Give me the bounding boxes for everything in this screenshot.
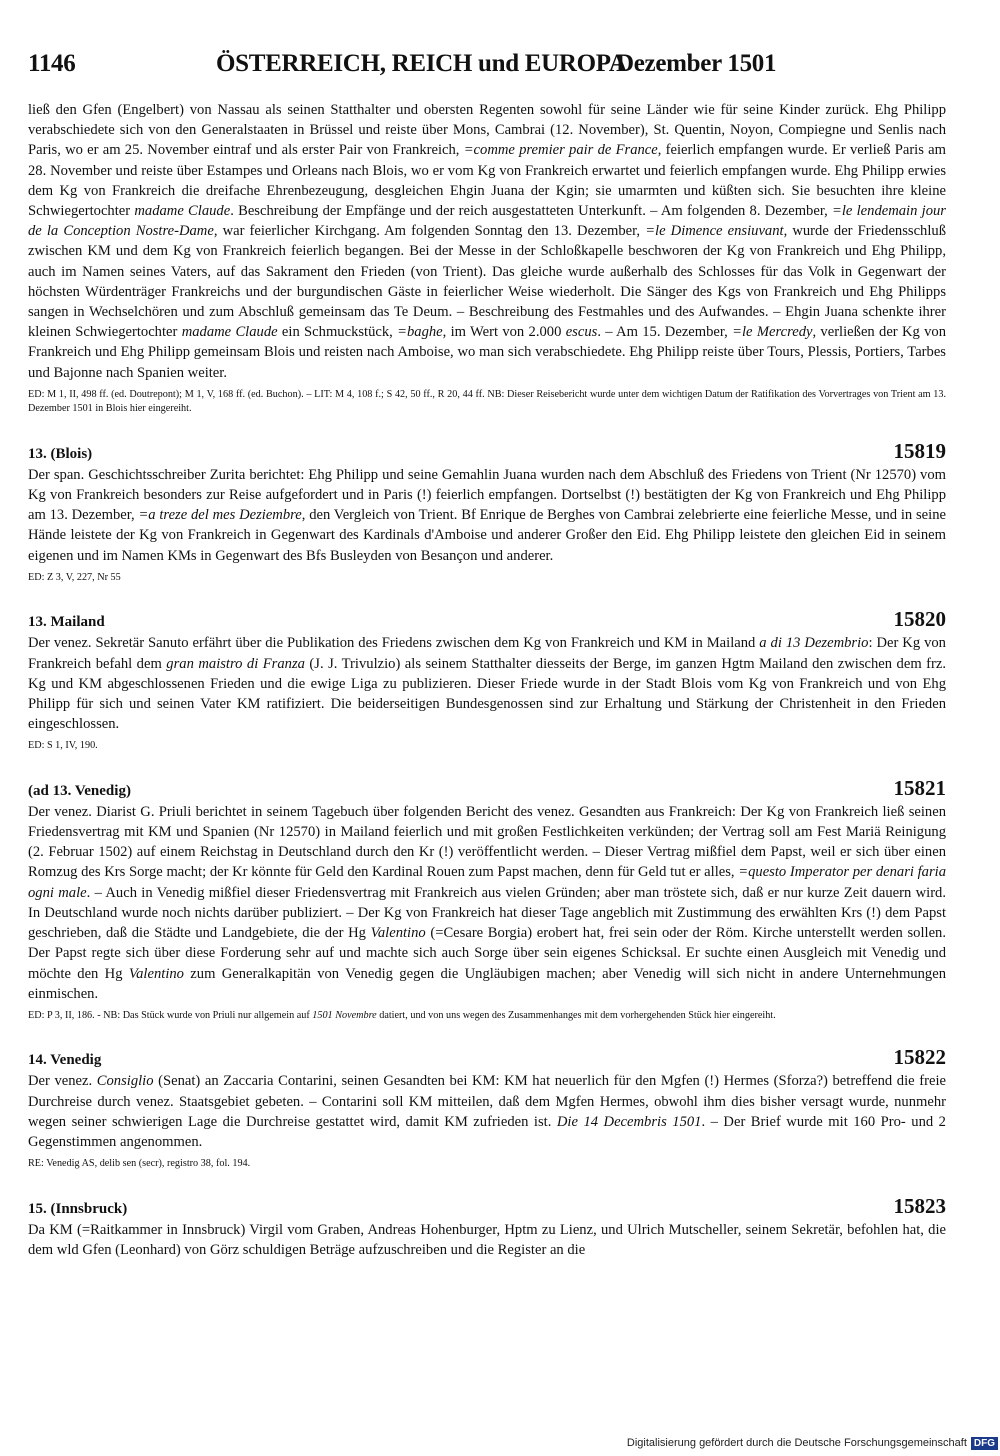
entry-15819: [28, 439, 946, 586]
source-note: RE: Venedig AS, delib sen (secr), registro 38, fol. 194.: [28, 1158, 251, 1170]
entry-heading: [28, 1194, 946, 1219]
entry-date-place: 14. Venedig: [28, 1052, 102, 1069]
entry-date-place: (ad 13. Venedig): [28, 782, 131, 799]
entry-body: ließ den Gfen (Engelbert) von Nassau als seinen Statthalter und obersten Regenten sowohl für seine Länder wie für seine Kinder zurück. Ehg Philipp verabschiedete sich von den Generalstaaten in Brüssel und reiste über Mons, Cambrai (12. November), St. Quentin, Noyon, Compiegne und Senlis nach Paris, wo er am 25. November eintraf und als erster Pair von Frankreich, =comme premier pair de France, feierlich empfangen wurde. Er verließ Paris am 28. November und reiste über Estampes und Orleans nach Blois, wo er vom Kg von Frankreich erwartet und feierlich empfangen wurde. Ehg Philipp erwies dem Kg von Frankreich die dreifache Ehrenbezeugung, desgleichen Ehgin Juana der Kgin; sie umarmten und küßten sich. Sie besuchten ihre kleine Schwiegertochter madame Claude. Beschreibung der Empfänge und der reich ausgestatteten Unterkunft. – Am folgenden 8. Dezember, =le lendemain jour de la Conception Nostre-Dame, war feierlicher Kirchgang. Am folgenden Sonntag den 13. Dezember, =le Dimence ensiuvant, wurde der Friedensschluß zwischen KM und dem Kg von Frankreich feierlich begangen. Bei der Messe in der Schloßkapelle beschworen der Kg von Frankreich und Ehg Philipp, auch im Namen seines Vaters, auf das Sakrament den Frieden (von Trient). Das gleiche wurde außerhalb des Schlosses für das Volk in Gegenwart der höchsten Würdenträger Frankreichs und der burgundischen Gäste in feierlicher Weise wiederholt. Die Sänger des Kgs von Frankreich und Ehg Philipps sangen in Wechselchören und zum Abschluß gemeinsam das Te Deum. – Beschreibung des Festmahles und des Aufwandes. – Ehgin Juana schenkte ihrer kleinen Schwiegertochter madame Claude ein Schmuckstück, =baghe, im Wert von 2.000 escus. – Am 15. Dezember, =le Mercredy, verließen der Kg von Frankreich und Ehg Philipp gemeinsam Blois und reisten nach Amboise, wo man sich verabschiedete. Ehg Philipp reiste über Tours, Plessis, Portiers, Tarbes und Bajonne nach Spanien weiter.: [28, 102, 947, 381]
entry-number: 15820: [893, 607, 946, 632]
entry-body: Da KM (=Raitkammer in Innsbruck) Virgil vom Graben, Andreas Hohenburger, Hptm zu Lienz, und Ulrich Mutscheller, seinem Sekretär, befohlen hat, die dem wld Gfen (Leonhard) von Görz schuldigen Beträge aufzuschreiben und die Register an die: [28, 1221, 946, 1258]
entry-number: 15822: [893, 1045, 946, 1070]
entry-heading: [28, 776, 946, 801]
entry-15820: [28, 607, 946, 754]
page-content: [28, 100, 946, 1260]
credit-text: Digitalisierung gefördert durch die Deutsche Forschungsgemeinschaft: [626, 1437, 967, 1449]
entry-heading: [28, 607, 946, 632]
source-note: ED: S 1, IV, 190.: [28, 740, 98, 752]
entry-15821: [28, 776, 946, 1024]
running-date: Dezember 1501: [616, 50, 777, 77]
entry-15823: [28, 1194, 946, 1260]
entry-body: Der venez. Diarist G. Priuli berichtet in seinem Tagebuch über folgenden Bericht des venez. Gesandten aus Frankreich: Der Kg von Frankreich ließ seinen Friedensvertrag mit KM und Spanien (Nr 12570) in Mailand feierlich und mit großen Festlichkeiten verkünden; der Vertrag soll am Fest Mariä Reinigung (2. Februar 1502) auf einem Reichstag in Deutschland durch den Kr (!) veröffentlicht werden. – Dieser Vertrag mißfiel dem Papst, weil er sich über einen Romzug des Krs Sorge macht; der Kr könnte für Geld den Kardinal Rouen zum Papst machen, denn für Geld tut er alles, =questo Imperator per denari faria ogni male. – Auch in Venedig mißfiel dieser Friedensvertrag mit Frankreich aus vielen Gründen; aber man tröstete sich, daß er nur kurze Zeit dauern wird. In Deutschland wurde noch nichts darüber publiziert. – Der Kg von Frankreich hat dieser Tage angeblich mit Zustimmung des erwählten Krs (!) dem Papst geschrieben, daß die Städte und Landgebiete, die der Hg Valentino (=Cesare Borgia) erobert hat, frei sein oder der Röm. Kirche unterstellt werden sollen. Der Papst regte sich über diese Forderung sehr auf und machte sich auch Sorge über sein eigenes Schicksal. Er suchte einen Ausgleich mit Venedig und möchte den Hg Valentino zum Generalkapitän von Venedig gegen die Ungläubigen machen; aber Venedig will sich nicht in andere Unternehmungen einmischen.: [28, 803, 947, 1002]
dfg-logo: DFG: [971, 1437, 998, 1450]
entry-body: Der span. Geschichtsschreiber Zurita berichtet: Ehg Philipp und seine Gemahlin Juana wurden nach dem Abschluß des Friedens von Trient (Nr 12570) vom Kg von Frankreich besonders zur Reise aufgefordert und in Paris (!) feierlich empfangen. Dortselbst (!) bestätigten der Kg von Frankreich und Ehg Philipp am 13. Dezember, =a treze del mes Deziembre, den Vergleich von Trient. Bf Enrique de Berghes von Cambrai zelebrierte eine feierliche Messe, und in seine Hände leistete der Kg von Frankreich in Gegenwart des Kardinals d'Amboise und anderer Großer den Eid. Ehg Philipp leistete den gleichen Eid in seinem eigenen und im Namen KMs in Gegenwart des Bfs Busleyden von Besançon und anderer.: [28, 466, 946, 564]
entry-15822: [28, 1045, 946, 1171]
entry-date-place: 13. (Blois): [28, 445, 93, 462]
source-note: ED: Z 3, V, 227, Nr 55: [28, 571, 121, 583]
entry-heading: [28, 439, 946, 464]
digitization-credit: [627, 1434, 998, 1452]
entry-body: Der venez. Sekretär Sanuto erfährt über die Publikation des Friedens zwischen dem Kg von Frankreich und KM in Mailand a di 13 Dezembrio: Der Kg von Frankreich befahl dem gran maistro di Franza (J. J. Trivulzio) als seinem Statthalter diesseits der Berge, im ganzen Hgtm Mailand den zwischen dem frz. Kg und KM abgeschlossenen Frieden und die ewige Liga zu publizieren. Dieser Friede wurde in der Stadt Blois vom Kg von Frankreich und von Ehg Philipp für sich und seinen Vater KM ratifiziert. Die beiderseitigen Bundesgenossen sind zur Erhaltung und Stärkung der Christenheit in den Frieden eingeschlossen.: [28, 635, 947, 733]
entry-heading: [28, 1045, 946, 1070]
source-note: ED: M 1, II, 498 ff. (ed. Doutrepont); M 1, V, 168 ff. (ed. Buchon). – LIT: M 4, 108 f.; S 42, 50 ff., R 20, 44 ff. NB: Dieser Reisebericht wurde unter dem wichtigen Datum der Ratifikation des Vorvertrages von Trient am 13. Dezember 1501 in Blois hier eingereiht.: [28, 388, 946, 415]
entry-body: Der venez. Consiglio (Senat) an Zaccaria Contarini, seinen Gesandten bei KM: KM hat neuerlich für den Mgfen (!) Hermes (Sforza?) betreffend die freie Durchreise durch venez. Staatsgebiet gebeten. – Contarini soll KM mitteilen, daß dem Mgfen Hermes, obwohl ihm dies bisher versagt wurde, nunmehr wegen seiner schwierigen Lage die Durchreise gestattet wird, damit KM zufrieden ist. Die 14 Decembris 1501. – Der Brief wurde mit 160 Pro- und 2 Gegenstimmen angenommen.: [28, 1073, 946, 1151]
entry-number: 15823: [893, 1193, 946, 1218]
entry-number: 15819: [893, 438, 946, 463]
continued-entry: [28, 100, 946, 417]
page-header: [28, 50, 946, 82]
entry-date-place: 13. Mailand: [28, 614, 105, 631]
entry-number: 15821: [893, 775, 946, 800]
source-note: ED: P 3, II, 186. - NB: Das Stück wurde von Priuli nur allgemein auf 1501 Novembre datiert, und von uns wegen des Zusammenhanges mit dem vorhergehenden Stück hier eingereiht.: [28, 1009, 776, 1021]
page-number: 1146: [28, 50, 76, 77]
entry-date-place: 15. (Innsbruck): [28, 1200, 128, 1217]
running-title: ÖSTERREICH, REICH und EUROPA: [216, 50, 627, 77]
